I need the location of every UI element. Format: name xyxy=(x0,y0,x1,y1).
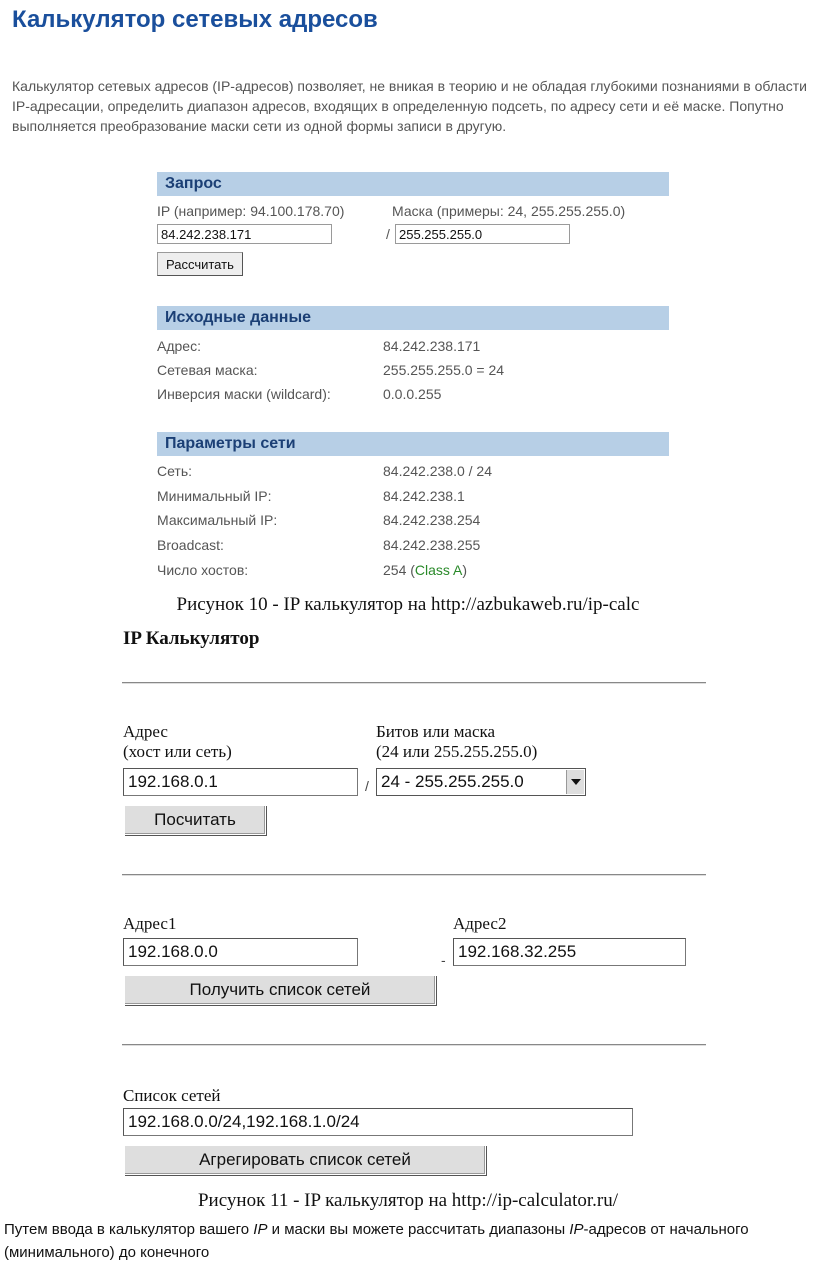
param-row-value: 84.242.238.1 xyxy=(383,488,465,504)
param-row-label: Broadcast: xyxy=(157,537,224,553)
paren-open: ( xyxy=(410,562,415,578)
bits-sublabel: (24 или 255.255.255.0) xyxy=(376,742,538,761)
param-row-value: 84.242.238.255 xyxy=(383,537,481,553)
param-row-label: Число хостов: xyxy=(157,562,249,578)
slash-separator: / xyxy=(365,778,369,794)
address1-label: Адрес1 xyxy=(123,914,177,933)
address-input[interactable] xyxy=(123,768,358,796)
ip-label: IP (например: 94.100.178.70) xyxy=(157,203,345,219)
source-row-label: Адрес: xyxy=(157,338,201,354)
network-list-input[interactable] xyxy=(123,1108,633,1136)
divider xyxy=(122,874,706,876)
mask-select-value: 24 - 255.255.255.0 xyxy=(381,772,524,791)
body-text-italic: IP xyxy=(253,1221,268,1238)
dropdown-arrow-icon[interactable] xyxy=(566,770,584,794)
mask-select[interactable] xyxy=(376,768,586,796)
body-paragraph xyxy=(4,1218,812,1264)
body-text: и маски вы можете рассчитать диапазоны xyxy=(267,1221,570,1238)
intro-text: Калькулятор сетевых адресов (IP-адресов) позволяет, не вникая в теорию и не обладая глубокими познаниями в области IP-адресации, определить диапазон адресов, входящих в определенную подсеть, по адресу сети и её маске. Попутно выполняется преобразование маски сети из одной формы записи в другую. xyxy=(12,78,807,134)
ip-input[interactable] xyxy=(157,224,332,244)
param-row-value xyxy=(383,562,467,578)
mask-label: Маска (примеры: 24, 255.255.255.0) xyxy=(392,203,626,219)
calculate-button[interactable]: Рассчитать xyxy=(157,252,243,276)
address2-input[interactable] xyxy=(453,938,686,966)
mask-input[interactable] xyxy=(395,224,570,244)
param-row-label: Максимальный IP: xyxy=(157,512,278,528)
aggregate-network-list-button[interactable]: Агрегировать список сетей xyxy=(124,1145,486,1175)
body-text: Путем ввода в калькулятор вашего xyxy=(4,1221,254,1238)
param-row-value: 84.242.238.0 / 24 xyxy=(383,463,492,479)
figure-caption-11: Рисунок 11 - IP калькулятор на http://ip-calculator.ru/ xyxy=(197,1190,619,1211)
dash-separator: - xyxy=(441,952,446,968)
page-title: Калькулятор сетевых адресов xyxy=(12,6,378,33)
count-button[interactable]: Посчитать xyxy=(124,805,266,835)
network-list-label: Список сетей xyxy=(123,1086,221,1105)
section-header-request: Запрос xyxy=(157,172,669,196)
source-row-value: 84.242.238.171 xyxy=(383,338,481,354)
divider xyxy=(122,682,706,684)
ip-calculator-title: IP Калькулятор xyxy=(123,628,260,649)
address-label: Адрес xyxy=(123,722,168,741)
param-row-label: Сеть: xyxy=(157,463,193,479)
address-sublabel: (хост или сеть) xyxy=(123,742,232,761)
source-row-value: 255.255.255.0 = 24 xyxy=(383,362,505,378)
paren-close: ) xyxy=(462,562,468,578)
body-text-italic: IP xyxy=(569,1221,584,1238)
param-row-value: 84.242.238.254 xyxy=(383,512,481,528)
section-header-source-data: Исходные данные xyxy=(157,306,669,330)
divider xyxy=(122,1044,706,1046)
figure-caption-10: Рисунок 10 - IP калькулятор на http://azbukaweb.ru/ip-calc xyxy=(176,594,640,615)
address2-label: Адрес2 xyxy=(453,914,507,933)
section-header-network-params: Параметры сети xyxy=(157,432,669,456)
address1-input[interactable] xyxy=(123,938,358,966)
param-row-label: Минимальный IP: xyxy=(157,488,272,504)
bits-label: Битов или маска xyxy=(376,722,496,741)
source-row-value: 0.0.0.255 xyxy=(383,386,442,402)
hosts-count: 254 xyxy=(383,562,407,578)
slash-separator: / xyxy=(386,226,390,242)
get-network-list-button[interactable]: Получить список сетей xyxy=(124,975,436,1005)
body-text: -адресов от начального (минимального) до конечного xyxy=(4,1221,749,1261)
source-row-label: Сетевая маска: xyxy=(157,362,258,378)
class-link[interactable]: Class A xyxy=(414,562,463,578)
source-row-label: Инверсия маски (wildcard): xyxy=(157,386,331,402)
